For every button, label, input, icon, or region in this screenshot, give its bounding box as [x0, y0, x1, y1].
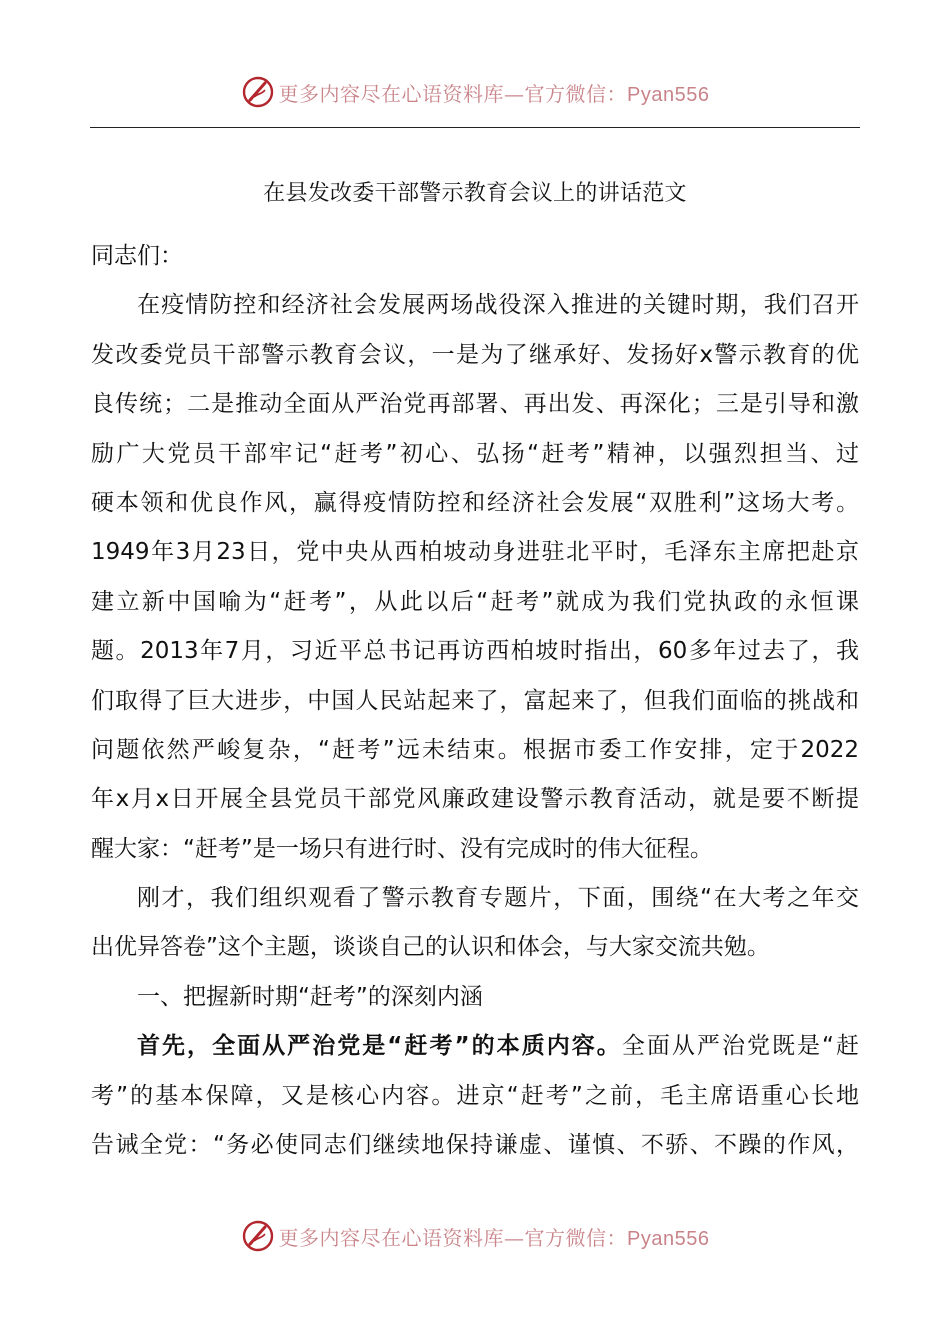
header-banner-text: 更多内容尽在心语资料库—官方微信：Pyan556	[278, 81, 710, 106]
header-banner	[0, 70, 950, 114]
body-line: 硬本领和优良作风，赢得疫情防控和经济社会发展“双胜利”这场大考。	[91, 489, 859, 516]
body-line-rest: 全面从严治党既是“赶	[621, 1033, 860, 1060]
body-line: 建立新中国喻为“赶考”，从此以后“赶考”就成为我们党执政的永恒课	[91, 588, 859, 615]
body-line: 问题依然严峻复杂，“赶考”远未结束。根据市委工作安排，定于2022	[91, 736, 859, 763]
body-line: 出优异答卷”这个主题，谈谈自己的认识和体会，与大家交流共勉。	[91, 934, 770, 961]
footer-banner	[0, 1214, 950, 1258]
pen-logo-icon	[241, 75, 275, 109]
footer-banner-text: 更多内容尽在心语资料库—官方微信：Pyan556	[278, 1225, 710, 1250]
header-divider	[90, 127, 860, 128]
body-line: 同志们：	[91, 243, 183, 269]
body-line: 们取得了巨大进步，中国人民站起来了，富起来了，但我们面临的挑战和	[91, 687, 859, 714]
bold-lead-sentence: 首先，全面从严治党是“赶考”的本质内容。	[137, 1033, 622, 1060]
body-line: 发改委党员干部警示教育会议，一是为了继承好、发扬好x警示教育的优	[91, 341, 859, 368]
body-line	[91, 1022, 859, 1071]
body-line: 年x月x日开展全县党员干部党风廉政建设警示教育活动，就是要不断提	[91, 786, 859, 813]
body-line: 告诫全党：“务必使同志们继续地保持谦虚、谨慎、不骄、不躁的作风，	[91, 1132, 859, 1159]
document-title: 在县发改委干部警示教育会议上的讲话范文	[263, 181, 687, 206]
body-line: 考”的基本保障，又是核心内容。进京“赶考”之前，毛主席语重心长地	[91, 1082, 859, 1109]
body-line: 醒大家：“赶考”是一场只有进行时、没有完成时的伟大征程。	[91, 835, 713, 862]
pen-logo-icon	[241, 1219, 275, 1253]
body-line: 良传统；二是推动全面从严治党再部署、再出发、再深化；三是引导和激	[91, 391, 859, 418]
body-line: 1949年3月23日，党中央从西柏坡动身进驻北平时，毛泽东主席把赴京	[91, 539, 859, 566]
section-heading: 一、把握新时期“赶考”的深刻内涵	[137, 983, 483, 1010]
body-line: 励广大党员干部牢记“赶考”初心、弘扬“赶考”精神，以强烈担当、过	[91, 440, 859, 467]
body-line: 在疫情防控和经济社会发展两场战役深入推进的关键时期，我们召开	[137, 292, 859, 319]
body-line: 刚才，我们组织观看了警示教育专题片，下面，围绕“在大考之年交	[137, 885, 859, 912]
body-line: 题。2013年7月，习近平总书记再访西柏坡时指出，60多年过去了，我	[91, 638, 859, 665]
document-body	[91, 232, 859, 1170]
